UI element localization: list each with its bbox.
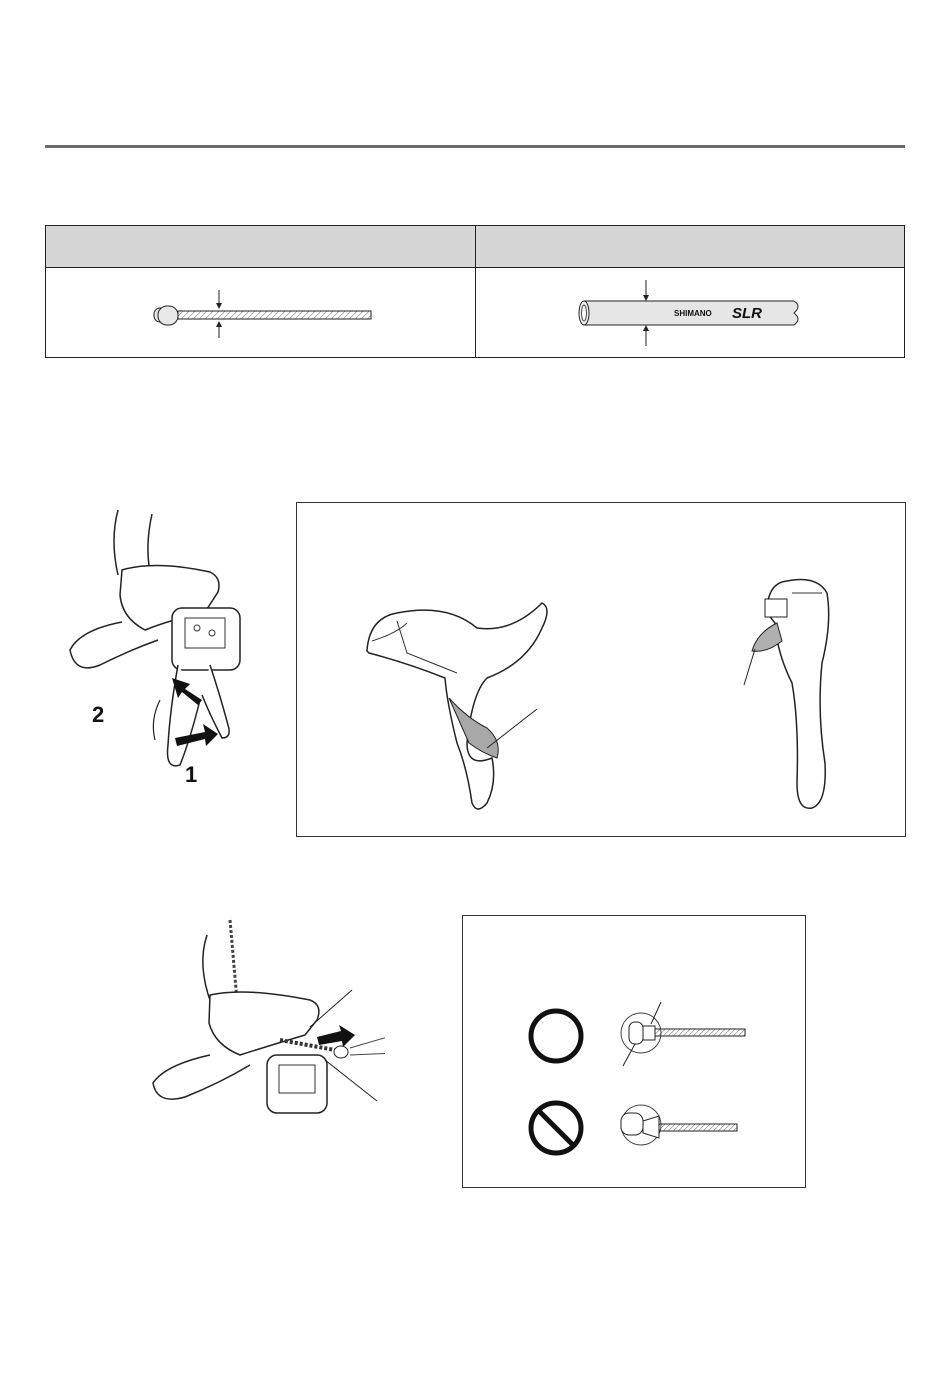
- lever-detail-illustration: [297, 503, 905, 836]
- shimano-logo-text: SHIMANO: [674, 309, 712, 318]
- correct-mark-icon: [531, 1011, 581, 1061]
- outer-casing-cell: [476, 268, 904, 357]
- cable-insertion-illustration: [145, 915, 385, 1145]
- table-header-inner-cable: [46, 226, 476, 268]
- section-divider: [45, 145, 905, 148]
- inner-cable-cell: [46, 268, 476, 357]
- step-number-2: 2: [92, 702, 105, 727]
- cable-end-detail-illustration: [463, 916, 805, 1187]
- step-number-1: 1: [185, 762, 198, 787]
- lever-hand-illustration: [60, 500, 280, 800]
- slr-logo-text: SLR: [732, 305, 762, 322]
- cable-insertion-figure: [145, 915, 385, 1145]
- lever-detail-frame: [296, 502, 906, 837]
- inner-cable-illustration: [46, 268, 476, 357]
- cable-spec-table: [45, 225, 905, 358]
- lever-operation-figure: [60, 500, 280, 800]
- table-header-outer-casing: [476, 226, 904, 268]
- cable-end-detail-frame: [462, 915, 806, 1188]
- outer-casing-illustration: [476, 268, 904, 357]
